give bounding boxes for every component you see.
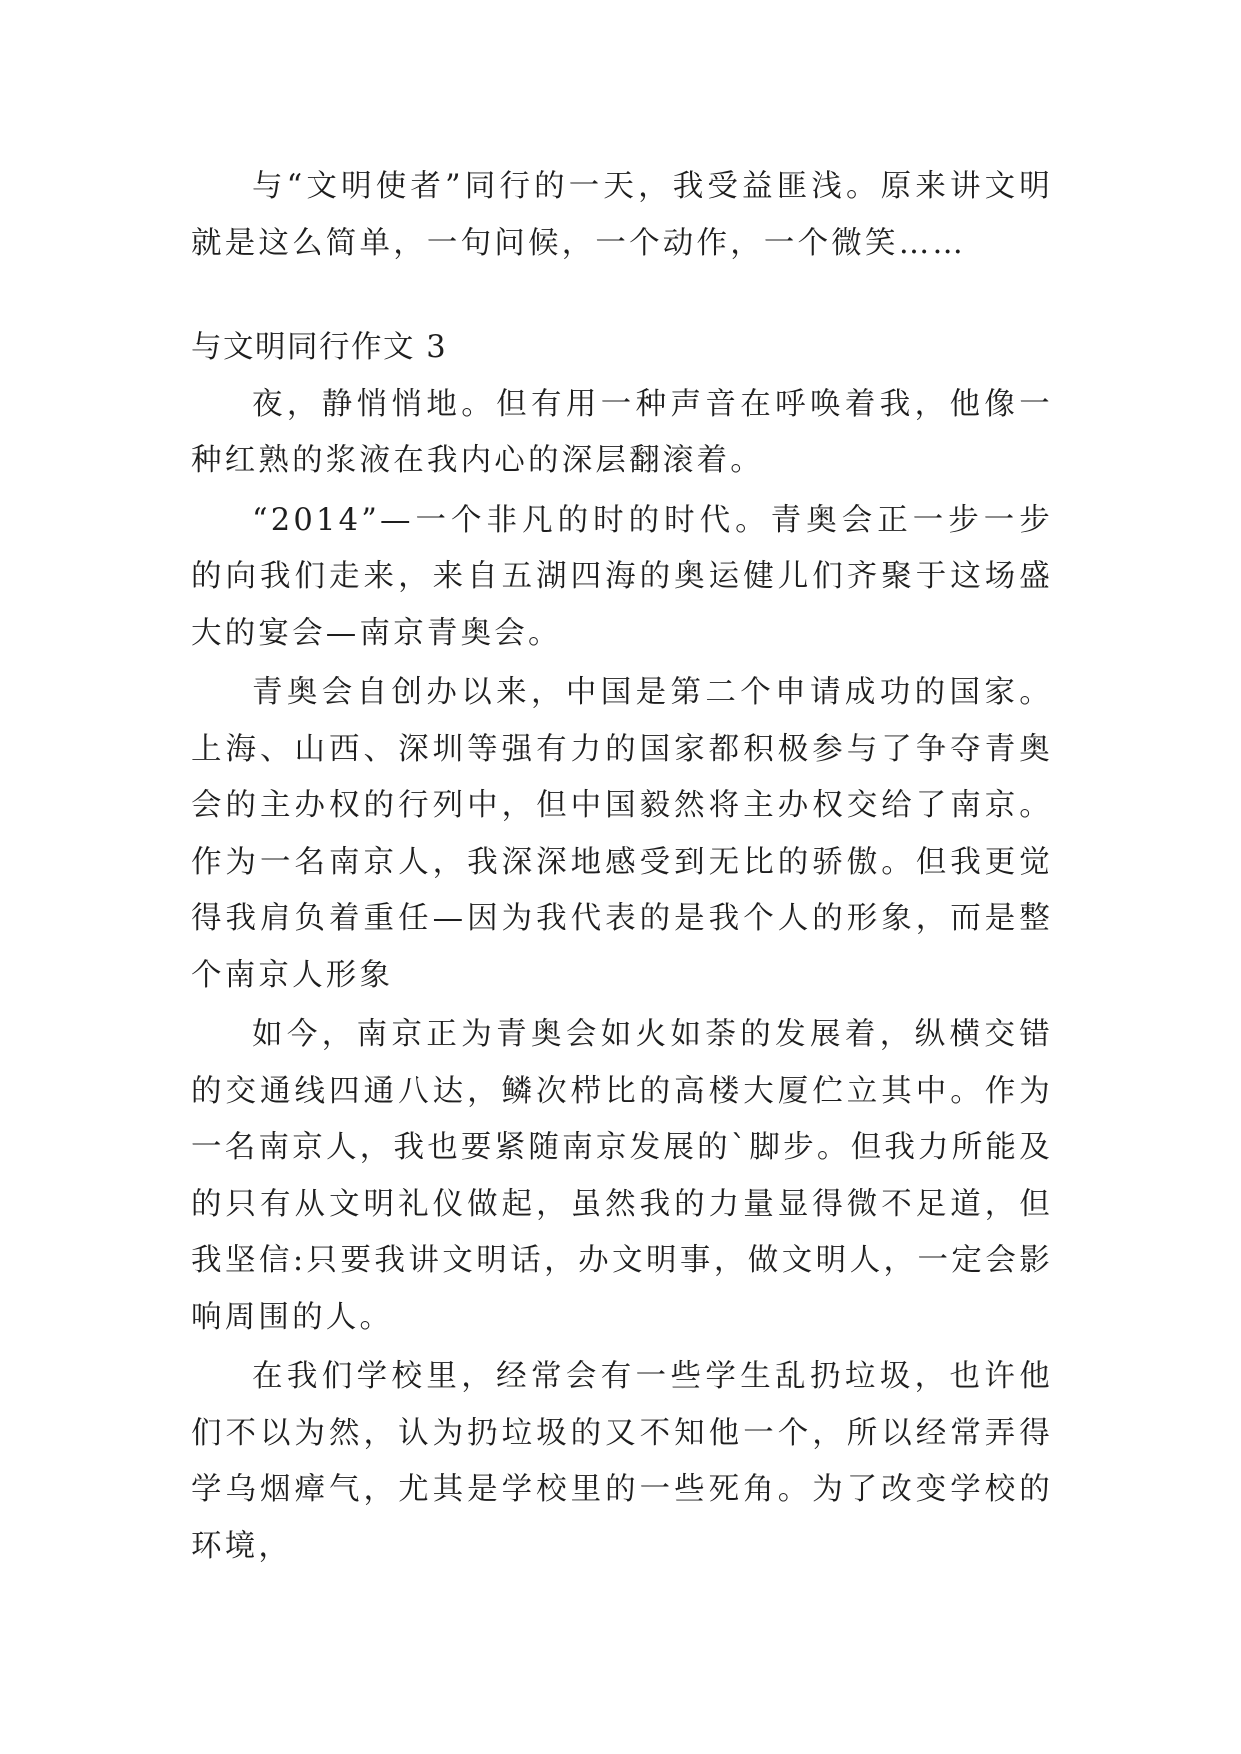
paragraph-5: 在我们学校里，经常会有一些学生乱扔垃圾，也许他们不以为然，认为扔垃圾的又不知他一个，所以经常弄得学乌烟瘴气，尤其是学校里的一些死角。为了改变学校的环境， [191, 1359, 1053, 1564]
paragraph-1: 夜，静悄悄地。但有用一种声音在呼唤着我，他像一种红熟的浆液在我内心的深层翻滚着。 [191, 386, 1053, 478]
essay-heading: 与文明同行作文 3 [191, 330, 448, 365]
document-page [191, 159, 1053, 1575]
paragraph-2: “2014”—一个非凡的时的时代。青奥会正一步一步的向我们走来，来自五湖四海的奥运健儿们齐聚于这场盛大的宴会—南京青奥会。 [191, 502, 1053, 651]
paragraph-3: 青奥会自创办以来，中国是第二个申请成功的国家。上海、山西、深圳等强有力的国家都积极参与了争夺青奥会的主办权的行列中，但中国毅然将主办权交给了南京。作为一名南京人，我深深地感受到无比的骄傲。但我更觉得我肩负着重任—因为我代表的是我个人的形象，而是整个南京人形象 [191, 675, 1053, 993]
paragraph-conclusion: 与“文明使者”同行的一天，我受益匪浅。原来讲文明就是这么简单，一句问候，一个动作，一个微笑…… [191, 169, 1053, 261]
paragraph-4: 如今，南京正为青奥会如火如荼的发展着，纵横交错的交通线四通八达，鳞次栉比的高楼大厦伫立其中。作为一名南京人，我也要紧随南京发展的`脚步。但我力所能及的只有从文明礼仪做起，虽然我的力量显得微不足道，但我坚信:只要我讲文明话，办文明事，做文明人，一定会影响周围的人。 [191, 1017, 1053, 1335]
